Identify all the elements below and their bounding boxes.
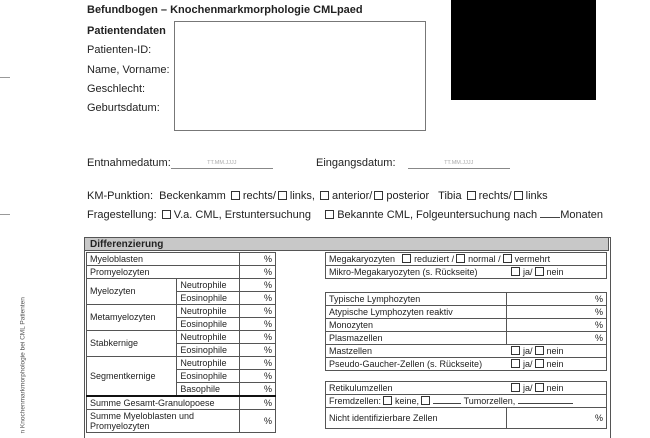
eingang-row [316,157,510,169]
row-label: Segmentkernige [87,357,177,397]
tumor-checkbox[interactable] [421,396,430,405]
ja-checkbox[interactable] [511,359,520,368]
table-row [87,305,276,318]
eingang-label: Eingangsdatum: [316,157,396,169]
pct-cell[interactable]: % [240,410,276,433]
row-label: Fremdzellen: [329,396,382,406]
tumor-detail-field[interactable] [518,395,573,404]
row-label: Myeloblasten [87,253,240,266]
pct-cell[interactable]: % [507,306,607,319]
ja-label: ja/ [523,358,533,369]
fremdzellen-cell [326,395,607,408]
megakaryozyten-table [325,252,607,279]
mastzellen-cell [326,345,607,358]
sub-label: Neutrophile [177,305,240,318]
table-row [326,345,607,358]
posterior-checkbox[interactable] [374,191,383,200]
table-row [326,266,607,279]
links-checkbox[interactable] [278,191,287,200]
fremdzellen-table [325,381,607,429]
row-label: Typische Lymphozyten [326,293,507,306]
sex-label: Geschlecht: [87,83,146,95]
table-row [326,358,607,371]
tumor-type-field[interactable] [433,395,461,404]
pct-cell[interactable]: % [240,357,276,370]
entnahme-row [87,157,273,169]
table-row [87,253,276,266]
summe-line-2: Promyelozyten [90,421,150,431]
margin-mark [0,214,10,215]
sub-label: Neutrophile [177,279,240,292]
pct-cell[interactable]: % [240,266,276,279]
row-label: Metamyelozyten [87,305,177,331]
anterior-checkbox[interactable] [320,191,329,200]
row-label: Atypische Lymphozyten reaktiv [326,306,507,319]
tumor-label: Tumorzellen, [463,396,516,406]
pct-cell[interactable]: % [507,408,607,429]
table-row [87,266,276,279]
reduziert-checkbox[interactable] [402,254,411,263]
ja-label: ja/ [523,266,533,277]
normal-label: normal / [468,253,501,264]
pct-cell[interactable]: % [240,305,276,318]
lymphozyten-table [325,292,607,371]
row-label: Retikulumzellen [329,382,393,393]
pct-cell[interactable]: % [507,332,607,345]
nein-checkbox[interactable] [535,359,544,368]
pct-cell[interactable]: % [240,292,276,305]
pct-cell[interactable]: % [507,293,607,306]
tibia-links-label: links [525,190,548,202]
tibia-links-checkbox[interactable] [514,191,523,200]
megakaryozyten-cell [326,253,607,266]
row-label [87,410,240,433]
pct-cell[interactable]: % [240,279,276,292]
pct-cell[interactable]: % [240,383,276,397]
fragestellung-label: Fragestellung: [87,209,157,221]
beckenkamm-label: Beckenkamm [159,190,226,202]
redacted-label-area [451,0,596,100]
tibia-rechts-label: rechts/ [478,190,512,202]
sub-label: Eosinophile [177,344,240,357]
nein-checkbox[interactable] [535,346,544,355]
table-row [87,279,276,292]
row-label: Monozyten [326,319,507,332]
tibia-label: Tibia [438,190,462,202]
name-label: Name, Vorname: [87,64,170,76]
months-field[interactable] [540,209,560,218]
pseudo-cell [326,358,607,371]
row-label: Megakaryozyten [329,253,396,264]
posterior-label: posterior [386,190,430,202]
page-title: Befundbogen – Knochenmarkmorphologie CMLpaed [87,4,363,16]
table-row [87,396,276,410]
table-row [87,357,276,370]
fragestellung-row [87,209,603,221]
sub-label: Basophile [177,383,240,397]
links-label: links, [289,190,315,202]
punktion-label: KM-Punktion: [87,190,154,202]
ja-label: ja/ [523,345,533,356]
margin-mark [0,77,10,78]
pct-cell[interactable]: % [240,344,276,357]
months-label: Monaten [560,209,604,221]
sub-label: Neutrophile [177,331,240,344]
patient-heading: Patientendaten [87,25,166,37]
nein-label: nein [546,266,564,277]
pct-cell[interactable]: % [240,318,276,331]
table-row [326,408,607,429]
mikro-cell [326,266,607,279]
ja-checkbox[interactable] [511,346,520,355]
table-row [87,331,276,344]
table-row [326,332,607,345]
nein-label: nein [546,345,564,356]
punktion-row [87,190,548,202]
rechts-checkbox[interactable] [231,191,240,200]
table-row [326,253,607,266]
row-label: Stabkernige [87,331,177,357]
keine-checkbox[interactable] [383,396,392,405]
folgeuntersuchung-label: Bekannte CML, Folgeuntersuchung nach [337,209,538,221]
patient-data-box[interactable] [174,21,426,131]
row-label: Plasmazellen [326,332,507,345]
sub-label: Neutrophile [177,357,240,370]
table-row [326,319,607,332]
ja-checkbox[interactable] [511,383,520,392]
vermehrt-checkbox[interactable] [503,254,512,263]
entnahme-label: Entnahmedatum: [87,157,171,169]
pct-cell[interactable]: % [507,319,607,332]
row-label: Myelozyten [87,279,177,305]
table-row [326,293,607,306]
nein-label: nein [546,382,564,393]
rechts-label: rechts/ [242,190,276,202]
anterior-label: anterior/ [332,190,373,202]
keine-label: keine, [395,396,420,406]
row-label: Mastzellen [329,345,373,356]
ja-label: ja/ [523,382,533,393]
row-label: Mikro-Megakaryozyten (s. Rückseite) [329,266,478,277]
pct-cell[interactable]: % [240,396,276,410]
normal-checkbox[interactable] [456,254,465,263]
row-label: Nicht identifizierbare Zellen [326,408,507,429]
folgeuntersuchung-checkbox[interactable] [325,210,334,219]
pct-cell[interactable]: % [240,370,276,383]
nein-checkbox[interactable] [535,383,544,392]
table-row [326,395,607,408]
table-row [326,306,607,319]
granulopoese-table [86,252,276,433]
patient-id-label: Patienten-ID: [87,44,152,56]
pct-cell[interactable]: % [240,253,276,266]
reduziert-label: reduziert / [414,253,455,264]
eingang-date-field[interactable]: TT.MM.JJJJ [408,158,510,169]
row-label: Pseudo-Gaucher-Zellen (s. Rückseite) [329,358,483,369]
table-row [87,410,276,433]
sub-label: Eosinophile [177,370,240,383]
erstuntersuchung-checkbox[interactable] [162,210,171,219]
retikulum-cell [326,382,607,395]
nein-checkbox[interactable] [535,267,544,276]
sub-label: Eosinophile [177,318,240,331]
vermehrt-label: vermehrt [514,253,551,264]
birthdate-label: Geburtsdatum: [87,102,160,114]
ja-checkbox[interactable] [511,267,520,276]
erstuntersuchung-label: V.a. CML, Erstuntersuchung [173,209,311,221]
tibia-rechts-checkbox[interactable] [467,191,476,200]
nein-label: nein [546,358,564,369]
row-label: Promyelozyten [87,266,240,279]
summe-line-1: Summe Myeloblasten und [90,411,195,421]
side-caption: n Knochenmarkmorphologie bei CML Patienten [19,297,27,434]
table-row [326,382,607,395]
row-label: Summe Gesamt-Granulopoese [87,396,240,410]
pct-cell[interactable]: % [240,331,276,344]
differenzierung-header: Differenzierung [84,237,609,251]
sub-label: Eosinophile [177,292,240,305]
entnahme-date-field[interactable]: TT.MM.JJJJ [171,158,273,169]
